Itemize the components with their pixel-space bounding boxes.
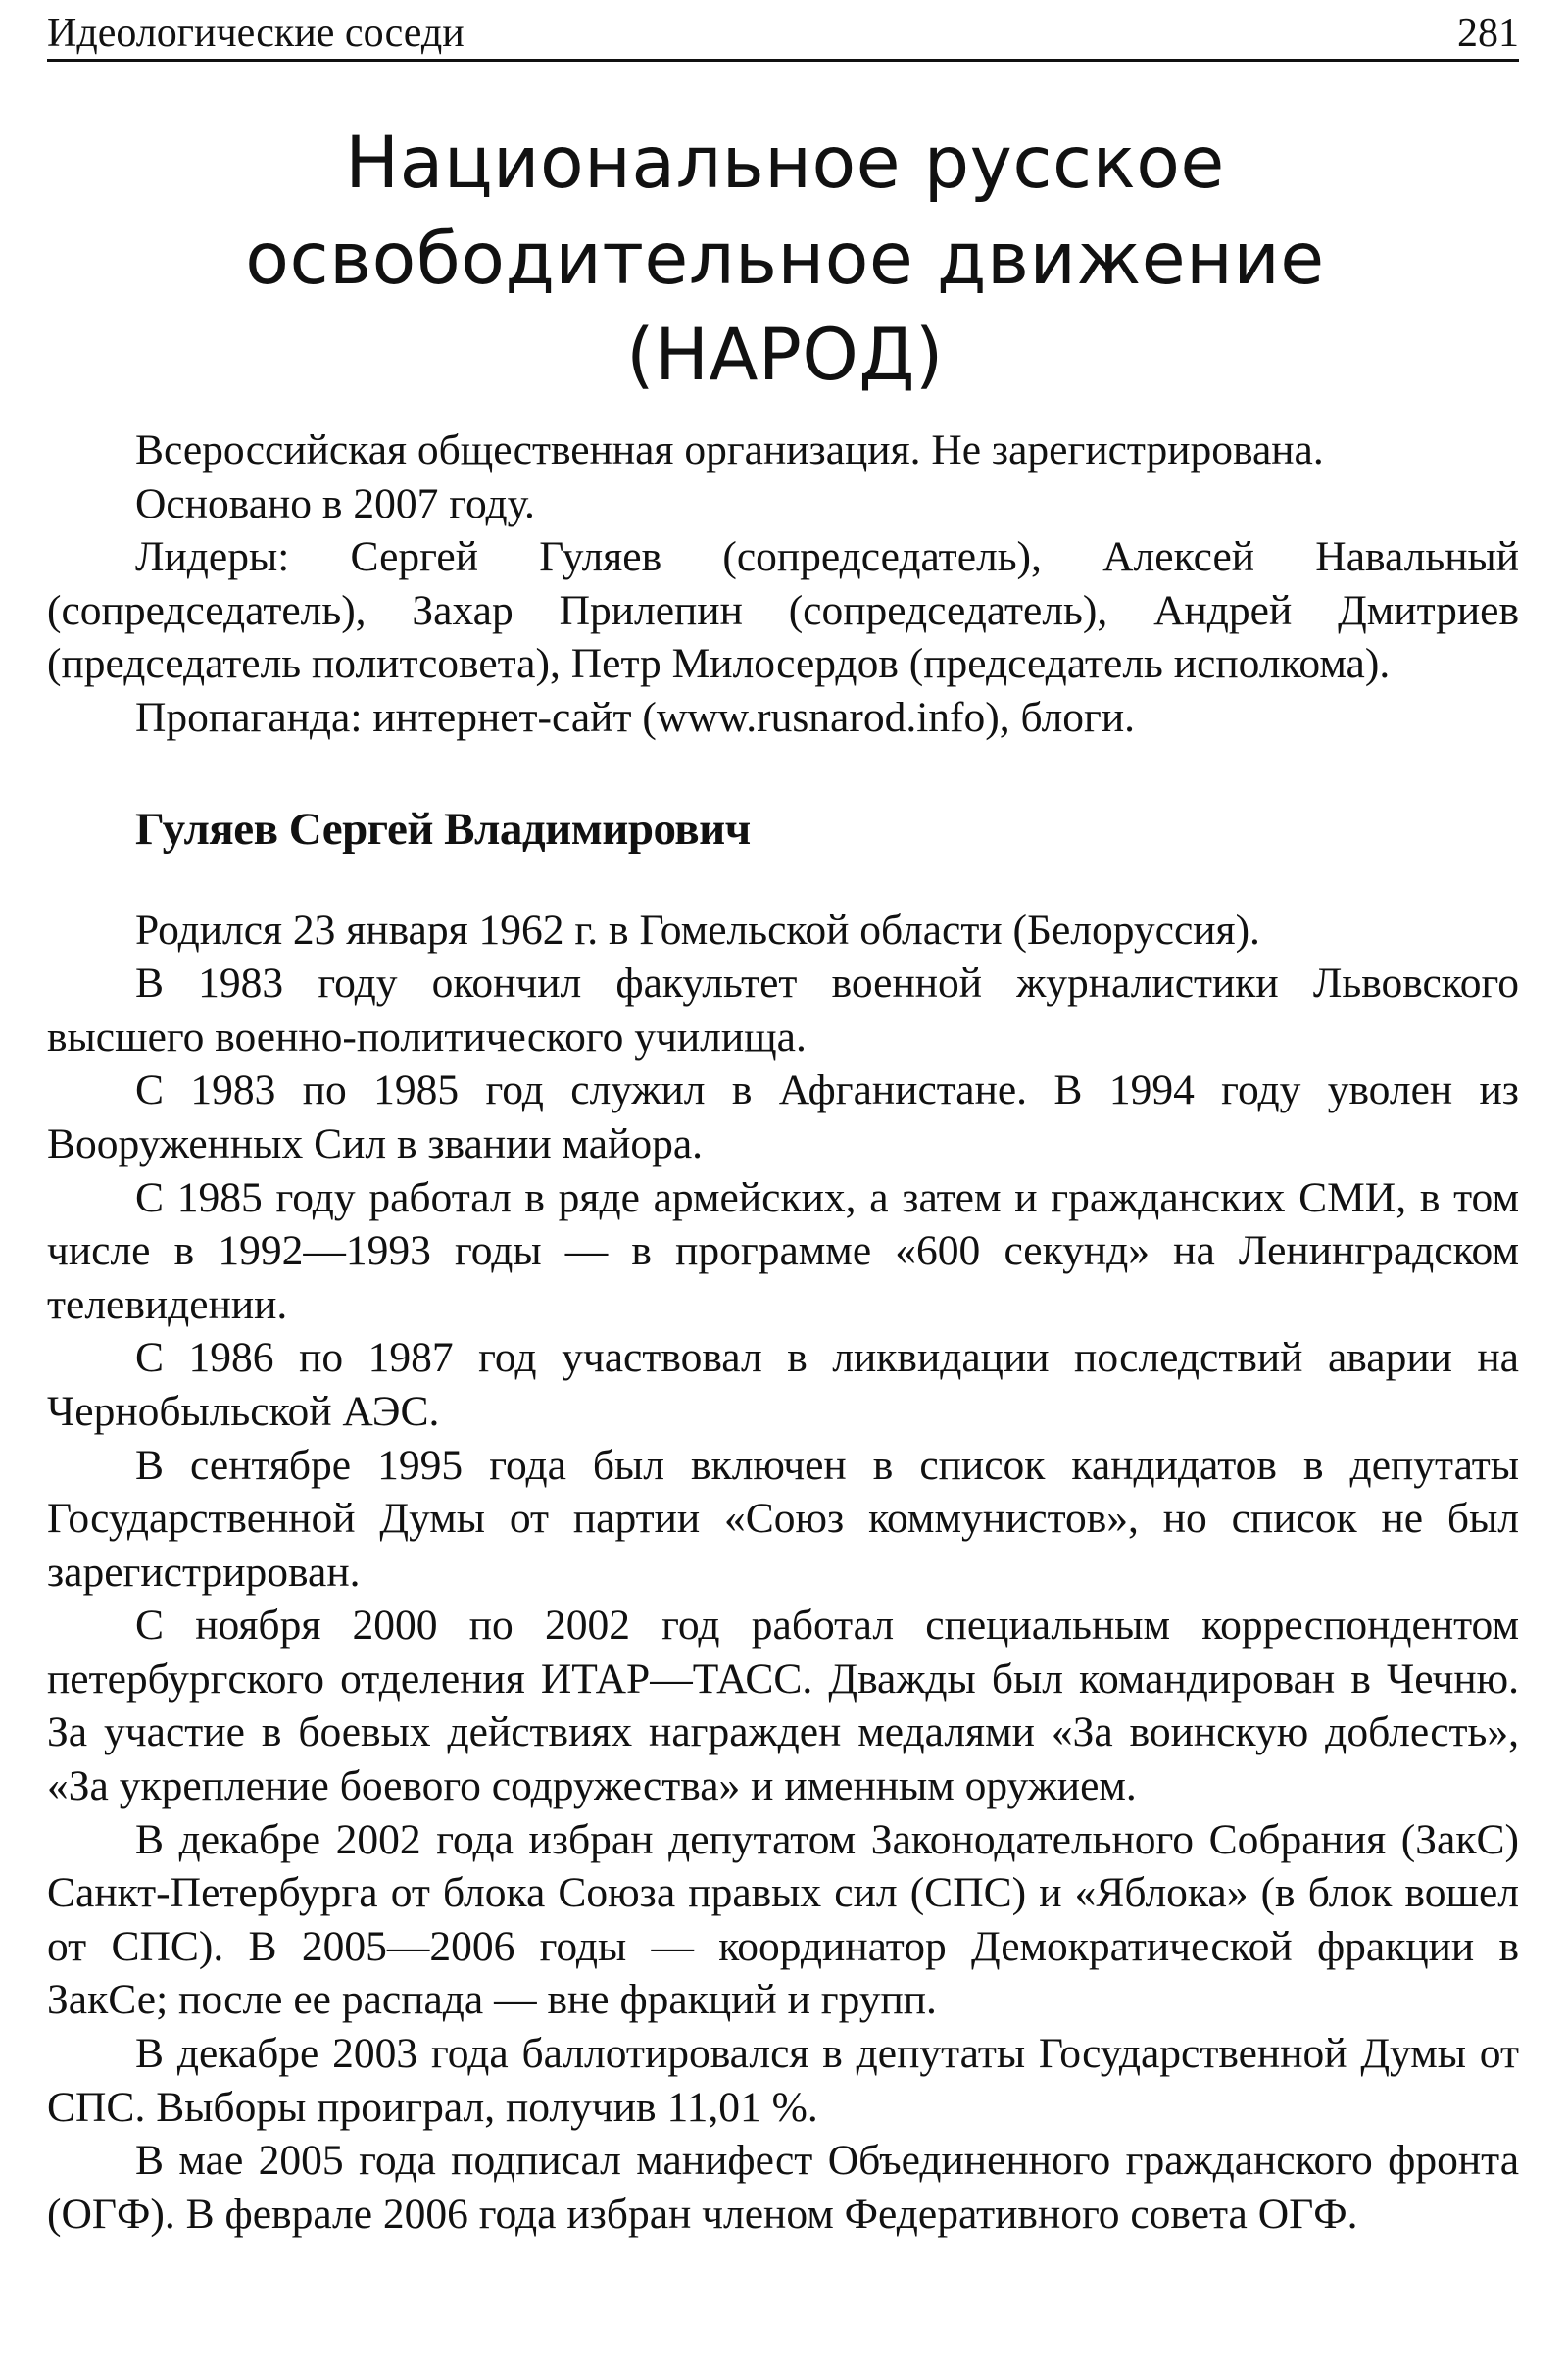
org-propaganda-paragraph: Пропаганда: интернет-сайт (www.rusnarod.info), блоги. bbox=[135, 693, 1136, 741]
org-founded-paragraph: Основано в 2007 году. bbox=[135, 479, 535, 527]
chapter-title-line: (НАРОД) bbox=[626, 314, 944, 397]
running-head-title: Идеологические соседи bbox=[47, 11, 465, 56]
chapter-title bbox=[118, 116, 1452, 404]
chapter-title-line: освободительное движение bbox=[245, 218, 1325, 301]
bio-paragraph: С 1986 по 1987 год участвовал в ликвидации последствий аварии на Чернобыльской АЭС. bbox=[47, 1334, 1519, 1435]
org-leaders-paragraph: Лидеры: Сергей Гуляев (сопредседатель), Алексей Навальный (сопредседатель), Захар Прилепин (сопредседатель), Андрей Дмитриев (председатель политсовета), Петр Милосердов (председатель исполкома). bbox=[47, 533, 1519, 688]
organization-info bbox=[47, 423, 1519, 745]
bio-paragraph: В декабре 2003 года баллотировался в депутаты Государственной Думы от СПС. Выборы проиграл, получив 11,01 %. bbox=[47, 2030, 1519, 2131]
page-number: 281 bbox=[1457, 11, 1519, 56]
biography bbox=[47, 904, 1519, 2242]
page-body bbox=[47, 423, 1519, 2241]
chapter-title-line: Национальное русское bbox=[345, 122, 1225, 205]
bio-paragraph: С 1983 по 1985 год служил в Афганистане. В 1994 году уволен из Вооруженных Сил в звании майора. bbox=[47, 1066, 1519, 1167]
bio-paragraph: В декабре 2002 года избран депутатом Законодательного Собрания (ЗакС) Санкт-Петербурга от блока Союза правых сил (СПС) и «Яблока» (в блок вошел от СПС). В 2005—2006 годы — координатор Демократической фракции в ЗакСе; после ее распада — вне фракций и групп. bbox=[47, 1815, 1519, 2024]
bio-paragraph: Родился 23 января 1962 г. в Гомельской области (Белоруссия). bbox=[135, 906, 1260, 954]
running-head bbox=[47, 6, 1519, 62]
bio-paragraph: С ноября 2000 по 2002 год работал специальным корреспондентом петербургского отделения ИТАР—ТАСС. Дважды был командирован в Чечню. За участие в боевых действиях награжден медалями «За воинскую доблесть», «За укрепление боевого содружества» и именным оружием. bbox=[47, 1602, 1519, 1810]
person-heading: Гуляев Сергей Владимирович bbox=[135, 803, 751, 855]
bio-paragraph: С 1985 году работал в ряде армейских, а затем и гражданских СМИ, в том числе в 1992—1993 годы — в программе «600 секунд» на Ленинградском телевидении. bbox=[47, 1173, 1519, 1328]
bio-paragraph: В мае 2005 года подписал манифест Объединенного гражданского фронта (ОГФ). В феврале 2006 года избран членом Федеративного совета ОГФ. bbox=[47, 2137, 1519, 2238]
org-status-paragraph: Всероссийская общественная организация. Не зарегистрирована. bbox=[135, 426, 1324, 473]
bio-paragraph: В 1983 году окончил факультет военной журналистики Львовского высшего военно-политического училища. bbox=[47, 960, 1519, 1061]
bio-paragraph: В сентябре 1995 года был включен в список кандидатов в депутаты Государственной Думы от партии «Союз коммунистов», но список не был зарегистрирован. bbox=[47, 1441, 1519, 1596]
